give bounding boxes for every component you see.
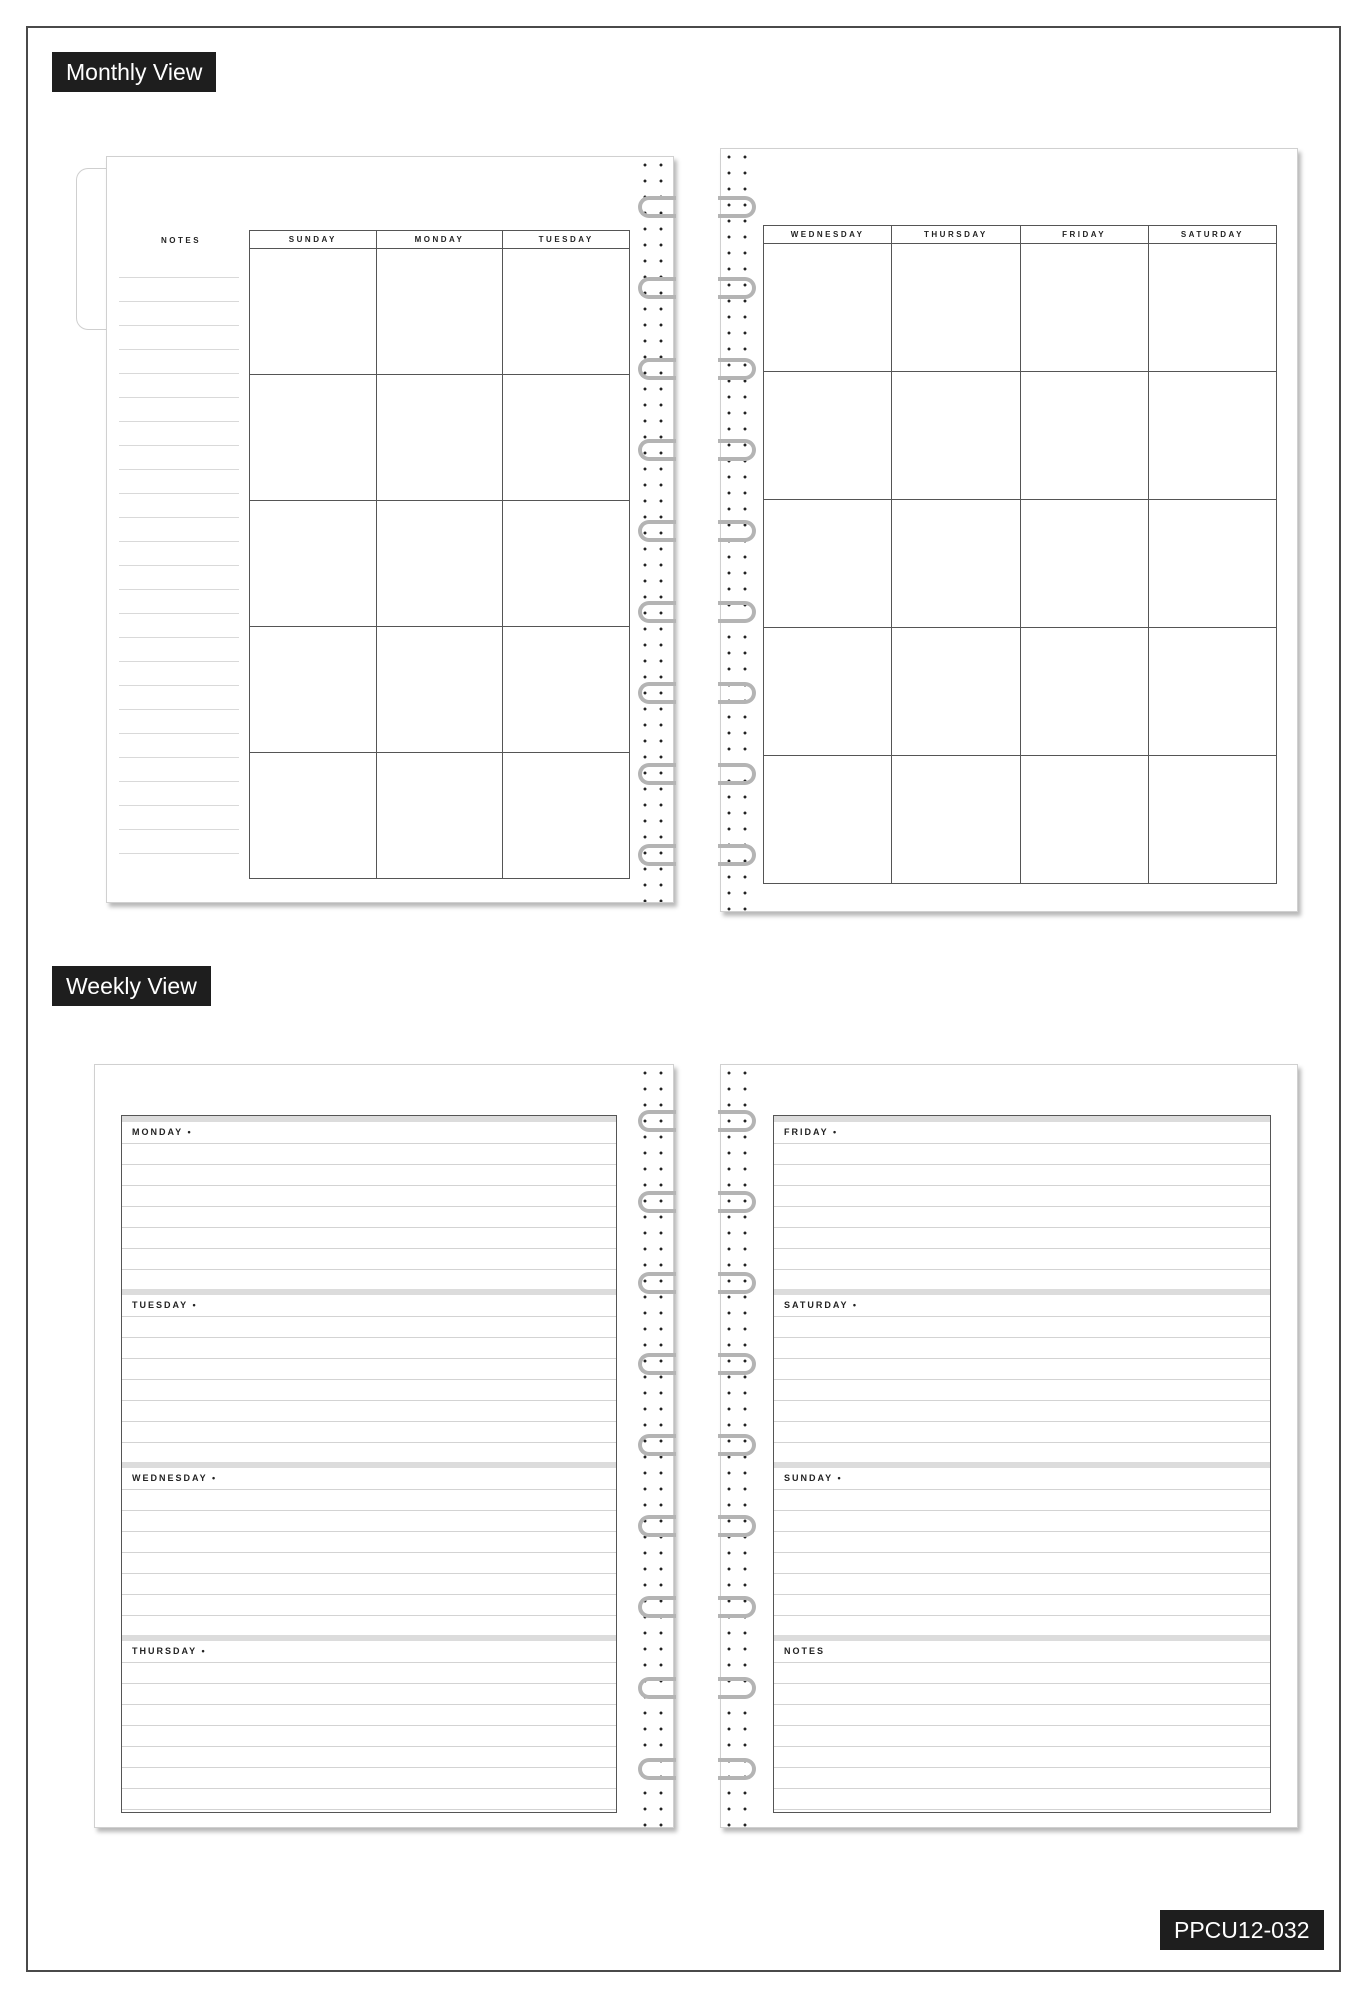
calendar-day-cell[interactable] xyxy=(764,628,892,756)
product-code: PPCU12-032 xyxy=(1160,1910,1324,1950)
calendar-day-cell[interactable] xyxy=(1020,372,1148,500)
notes-line xyxy=(119,325,239,326)
notes-line xyxy=(119,709,239,710)
binder-ring xyxy=(638,1191,676,1213)
binder-ring xyxy=(718,277,756,299)
calendar-day-cell[interactable] xyxy=(764,244,892,372)
section-band xyxy=(122,1462,616,1468)
weekly-day-label: NOTES xyxy=(784,1646,826,1656)
writing-line[interactable] xyxy=(122,1662,616,1663)
notes-line xyxy=(119,733,239,734)
binder-ring xyxy=(718,763,756,785)
weekly-day-label: THURSDAY • xyxy=(132,1646,207,1656)
section-band xyxy=(774,1116,1270,1122)
monthly-left-page xyxy=(106,156,674,903)
section-band xyxy=(122,1116,616,1122)
binder-ring xyxy=(718,1596,756,1618)
writing-line[interactable] xyxy=(122,1227,616,1228)
notes-line xyxy=(119,469,239,470)
day-header: SATURDAY xyxy=(1148,226,1276,244)
binder-ring xyxy=(718,844,756,866)
calendar-week-row xyxy=(764,372,1277,500)
binder-ring xyxy=(718,1272,756,1294)
calendar-day-cell[interactable] xyxy=(892,244,1020,372)
binder-ring xyxy=(718,1434,756,1456)
calendar-day-cell[interactable] xyxy=(1148,756,1276,884)
writing-line[interactable] xyxy=(122,1164,616,1165)
notes-line xyxy=(119,421,239,422)
writing-line[interactable] xyxy=(774,1594,1270,1595)
binder-ring xyxy=(638,196,676,218)
writing-line[interactable] xyxy=(122,1316,616,1317)
writing-line[interactable] xyxy=(774,1316,1270,1317)
writing-line[interactable] xyxy=(122,1489,616,1490)
binder-ring xyxy=(638,439,676,461)
writing-line[interactable] xyxy=(774,1337,1270,1338)
writing-line[interactable] xyxy=(122,1809,616,1810)
weekly-day-section xyxy=(774,1116,1270,1289)
day-header: SUNDAY xyxy=(250,231,377,249)
calendar-day-cell[interactable] xyxy=(376,627,503,753)
writing-line[interactable] xyxy=(774,1767,1270,1768)
writing-line[interactable] xyxy=(774,1788,1270,1789)
writing-line[interactable] xyxy=(122,1421,616,1422)
writing-line[interactable] xyxy=(122,1358,616,1359)
notes-line xyxy=(119,805,239,806)
writing-line[interactable] xyxy=(774,1809,1270,1810)
binder-ring xyxy=(638,1596,676,1618)
binder-ring xyxy=(718,520,756,542)
calendar-day-cell[interactable] xyxy=(376,753,503,879)
calendar-day-cell[interactable] xyxy=(503,627,630,753)
writing-line[interactable] xyxy=(122,1725,616,1726)
calendar-day-cell[interactable] xyxy=(503,501,630,627)
writing-line[interactable] xyxy=(122,1143,616,1144)
weekly-day-label: TUESDAY • xyxy=(132,1300,198,1310)
writing-line[interactable] xyxy=(774,1379,1270,1380)
writing-line[interactable] xyxy=(774,1531,1270,1532)
notes-line xyxy=(119,517,239,518)
writing-line[interactable] xyxy=(774,1206,1270,1207)
weekly-day-section xyxy=(122,1289,616,1462)
weekly-left-box xyxy=(121,1115,617,1813)
binder-ring xyxy=(718,1353,756,1375)
writing-line[interactable] xyxy=(122,1379,616,1380)
writing-line[interactable] xyxy=(774,1164,1270,1165)
notes-line xyxy=(119,349,239,350)
calendar-day-cell[interactable] xyxy=(1148,500,1276,628)
section-band xyxy=(774,1462,1270,1468)
calendar-day-cell[interactable] xyxy=(250,753,377,879)
calendar-day-cell[interactable] xyxy=(250,249,377,375)
binder-ring xyxy=(638,1515,676,1537)
writing-line[interactable] xyxy=(774,1143,1270,1144)
writing-line[interactable] xyxy=(774,1489,1270,1490)
notes-line xyxy=(119,685,239,686)
writing-line[interactable] xyxy=(774,1683,1270,1684)
binder-ring xyxy=(638,277,676,299)
calendar-week-row xyxy=(250,753,630,879)
binder-ring xyxy=(638,601,676,623)
calendar-day-cell[interactable] xyxy=(503,249,630,375)
calendar-day-cell[interactable] xyxy=(892,372,1020,500)
monthly-view-label: Monthly View xyxy=(52,52,216,92)
writing-line[interactable] xyxy=(122,1788,616,1789)
notes-line xyxy=(119,541,239,542)
writing-line[interactable] xyxy=(122,1510,616,1511)
binder-ring xyxy=(718,682,756,704)
binder-ring xyxy=(638,1272,676,1294)
notes-line xyxy=(119,373,239,374)
monthly-right-page xyxy=(720,148,1298,912)
binder-ring xyxy=(638,1434,676,1456)
weekly-day-label: SUNDAY • xyxy=(784,1473,843,1483)
writing-line[interactable] xyxy=(122,1704,616,1705)
calendar-day-cell[interactable] xyxy=(892,756,1020,884)
binder-ring xyxy=(718,1110,756,1132)
calendar-day-cell[interactable] xyxy=(892,500,1020,628)
binder-ring xyxy=(718,358,756,380)
weekly-day-section xyxy=(774,1289,1270,1462)
calendar-day-cell[interactable] xyxy=(1020,500,1148,628)
calendar-day-cell[interactable] xyxy=(250,627,377,753)
weekly-right-page xyxy=(720,1064,1298,1828)
writing-line[interactable] xyxy=(122,1746,616,1747)
calendar-day-cell[interactable] xyxy=(376,249,503,375)
section-band xyxy=(122,1635,616,1641)
calendar-day-cell[interactable] xyxy=(376,375,503,501)
binder-ring xyxy=(638,1353,676,1375)
binder-ring xyxy=(718,439,756,461)
binder-ring xyxy=(638,844,676,866)
monthly-left-calendar xyxy=(249,230,630,879)
binder-ring xyxy=(638,1110,676,1132)
writing-line[interactable] xyxy=(774,1552,1270,1553)
weekly-right-box xyxy=(773,1115,1271,1813)
weekly-day-label: FRIDAY • xyxy=(784,1127,839,1137)
writing-line[interactable] xyxy=(122,1552,616,1553)
notes-label: NOTES xyxy=(161,236,202,245)
notes-line xyxy=(119,781,239,782)
writing-line[interactable] xyxy=(774,1421,1270,1422)
calendar-day-cell[interactable] xyxy=(764,500,892,628)
writing-line[interactable] xyxy=(774,1442,1270,1443)
calendar-day-cell[interactable] xyxy=(892,628,1020,756)
binder-ring xyxy=(638,682,676,704)
writing-line[interactable] xyxy=(774,1704,1270,1705)
notes-line xyxy=(119,565,239,566)
writing-line[interactable] xyxy=(122,1206,616,1207)
calendar-day-cell[interactable] xyxy=(764,756,892,884)
binder-ring xyxy=(718,601,756,623)
writing-line[interactable] xyxy=(774,1185,1270,1186)
binder-ring xyxy=(638,763,676,785)
calendar-week-row xyxy=(250,249,630,375)
notes-line xyxy=(119,493,239,494)
monthly-right-calendar xyxy=(763,225,1277,884)
weekly-day-section xyxy=(774,1635,1270,1808)
notes-line xyxy=(119,757,239,758)
notes-line xyxy=(119,829,239,830)
weekly-day-section xyxy=(122,1462,616,1635)
notes-line xyxy=(119,301,239,302)
day-header: THURSDAY xyxy=(892,226,1020,244)
writing-line[interactable] xyxy=(122,1337,616,1338)
binder-ring xyxy=(718,1515,756,1537)
binder-ring xyxy=(718,196,756,218)
writing-line[interactable] xyxy=(774,1615,1270,1616)
notes-line xyxy=(119,589,239,590)
calendar-week-row xyxy=(250,375,630,501)
day-header: TUESDAY xyxy=(503,231,630,249)
weekly-day-label: MONDAY • xyxy=(132,1127,193,1137)
calendar-day-cell[interactable] xyxy=(1020,756,1148,884)
day-header: MONDAY xyxy=(376,231,503,249)
writing-line[interactable] xyxy=(774,1400,1270,1401)
writing-line[interactable] xyxy=(122,1248,616,1249)
day-header: FRIDAY xyxy=(1020,226,1148,244)
day-header: WEDNESDAY xyxy=(764,226,892,244)
notes-line xyxy=(119,661,239,662)
writing-line[interactable] xyxy=(122,1594,616,1595)
weekly-day-label: WEDNESDAY • xyxy=(132,1473,218,1483)
binder-ring xyxy=(638,1758,676,1780)
writing-line[interactable] xyxy=(774,1746,1270,1747)
writing-line[interactable] xyxy=(122,1531,616,1532)
notes-line xyxy=(119,445,239,446)
calendar-day-cell[interactable] xyxy=(250,375,377,501)
writing-line[interactable] xyxy=(122,1442,616,1443)
writing-line[interactable] xyxy=(774,1248,1270,1249)
writing-line[interactable] xyxy=(774,1662,1270,1663)
section-band xyxy=(774,1289,1270,1295)
writing-line[interactable] xyxy=(122,1269,616,1270)
writing-line[interactable] xyxy=(774,1358,1270,1359)
calendar-week-row xyxy=(764,756,1277,884)
binder-ring xyxy=(638,520,676,542)
writing-line[interactable] xyxy=(774,1725,1270,1726)
calendar-week-row xyxy=(764,244,1277,372)
binder-ring xyxy=(718,1191,756,1213)
calendar-day-cell[interactable] xyxy=(376,501,503,627)
writing-line[interactable] xyxy=(122,1683,616,1684)
section-band xyxy=(774,1635,1270,1641)
calendar-day-cell[interactable] xyxy=(1020,244,1148,372)
writing-line[interactable] xyxy=(122,1767,616,1768)
calendar-week-row xyxy=(250,627,630,753)
notes-line xyxy=(119,637,239,638)
writing-line[interactable] xyxy=(122,1615,616,1616)
weekly-day-section xyxy=(122,1635,616,1808)
notes-line xyxy=(119,613,239,614)
writing-line[interactable] xyxy=(774,1573,1270,1574)
calendar-day-cell[interactable] xyxy=(1148,244,1276,372)
calendar-day-cell[interactable] xyxy=(503,753,630,879)
section-band xyxy=(122,1289,616,1295)
weekly-view-label: Weekly View xyxy=(52,966,211,1006)
notes-line xyxy=(119,853,239,854)
writing-line[interactable] xyxy=(774,1510,1270,1511)
writing-line[interactable] xyxy=(122,1400,616,1401)
calendar-day-cell[interactable] xyxy=(1148,628,1276,756)
writing-line[interactable] xyxy=(774,1269,1270,1270)
binder-ring xyxy=(718,1758,756,1780)
calendar-day-cell[interactable] xyxy=(503,375,630,501)
notes-line xyxy=(119,397,239,398)
writing-line[interactable] xyxy=(774,1227,1270,1228)
calendar-day-cell[interactable] xyxy=(250,501,377,627)
calendar-week-row xyxy=(250,501,630,627)
calendar-week-row xyxy=(764,500,1277,628)
writing-line[interactable] xyxy=(122,1185,616,1186)
binder-ring xyxy=(638,1677,676,1699)
weekly-left-page xyxy=(94,1064,674,1828)
writing-line[interactable] xyxy=(122,1573,616,1574)
calendar-day-cell[interactable] xyxy=(1148,372,1276,500)
binder-ring xyxy=(718,1677,756,1699)
binder-ring xyxy=(638,358,676,380)
weekly-day-label: SATURDAY • xyxy=(784,1300,858,1310)
weekly-day-section xyxy=(774,1462,1270,1635)
notes-line xyxy=(119,277,239,278)
calendar-day-cell[interactable] xyxy=(1020,628,1148,756)
calendar-day-cell[interactable] xyxy=(764,372,892,500)
calendar-week-row xyxy=(764,628,1277,756)
weekly-day-section xyxy=(122,1116,616,1289)
